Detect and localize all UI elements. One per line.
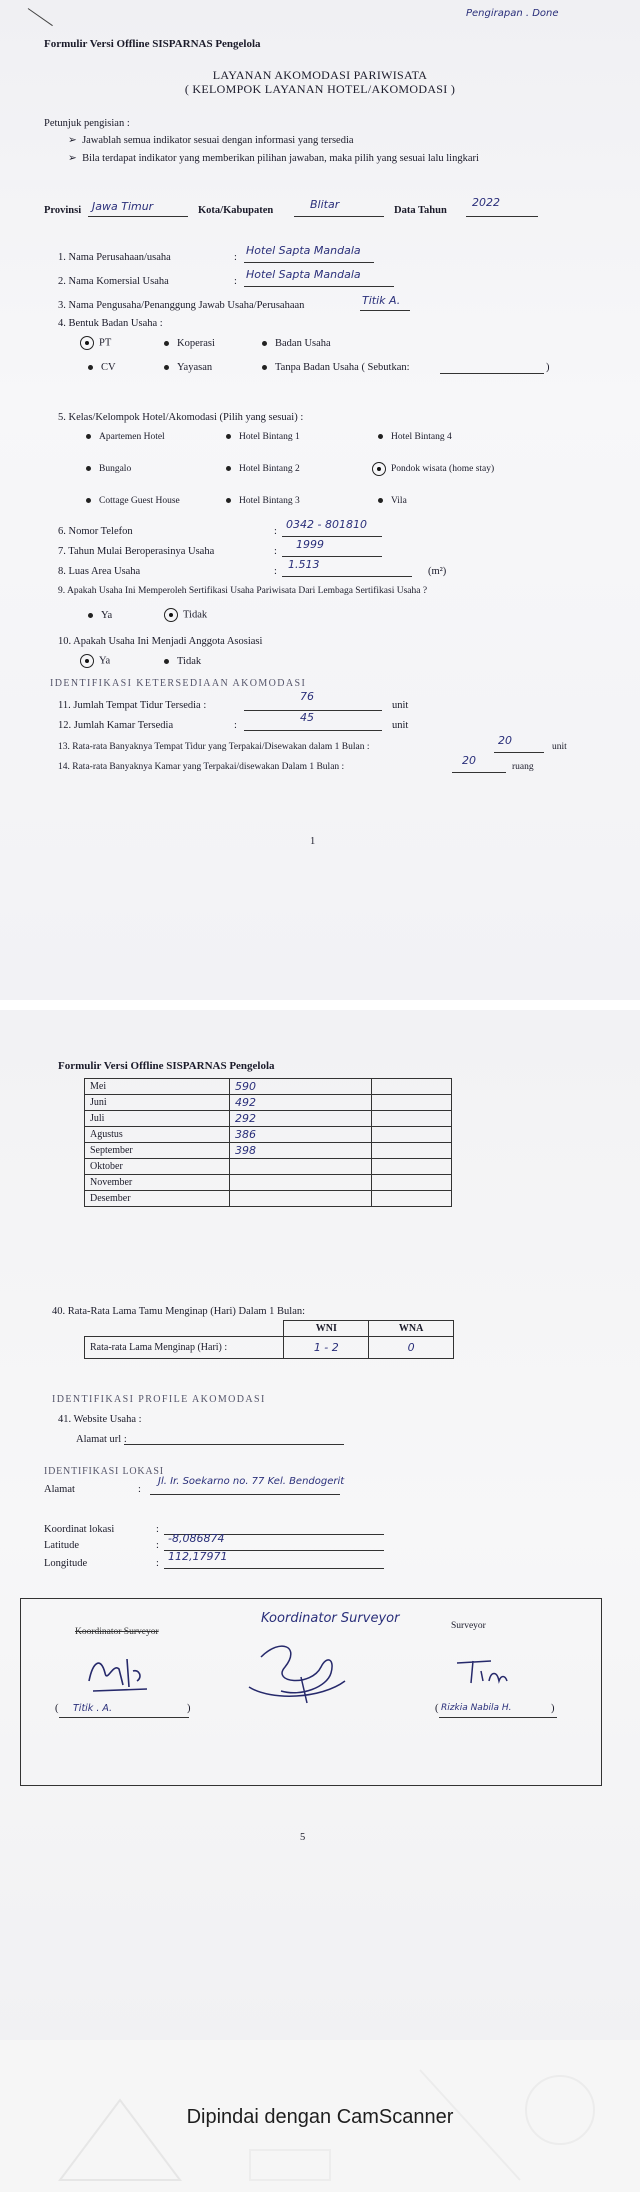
bullet-icon <box>164 341 169 346</box>
option-label: Hotel Bintang 4 <box>391 432 452 442</box>
top-right-note: Pengirapan . Done <box>466 8 559 19</box>
sig-left-name: Titik . A. <box>73 1703 113 1714</box>
camscanner-label: Dipindai dengan CamScanner <box>186 2106 454 2128</box>
q40-row-label: Rata-rata Lama Menginap (Hari) : <box>85 1337 284 1359</box>
bullet-icon <box>88 613 93 618</box>
q4-option-badan-usaha <box>262 338 331 349</box>
q4-option-tanpa-badan <box>262 362 410 373</box>
colon: : <box>234 252 237 263</box>
selected-circle-icon <box>80 336 94 350</box>
q7-line <box>282 556 382 557</box>
sig-mid-title: Koordinator Surveyor <box>261 1611 400 1626</box>
q2-value: Hotel Sapta Mandala <box>246 268 361 281</box>
month-value-cell: 386 <box>230 1127 372 1143</box>
empty-cell <box>372 1111 452 1127</box>
q10-label: 10. Apakah Usaha Ini Menjadi Anggota Asosiasi <box>58 636 263 647</box>
sig-left-open-paren: ( <box>55 1703 59 1714</box>
kota-value: Blitar <box>310 198 340 211</box>
sig-left-title: Koordinator Surveyor <box>75 1627 159 1637</box>
table-row <box>85 1159 452 1175</box>
month-cell: Juli <box>85 1111 230 1127</box>
q14-value: 20 <box>462 754 476 767</box>
section-profile: IDENTIFIKASI PROFILE AKOMODASI <box>52 1394 266 1405</box>
bullet-icon <box>86 498 91 503</box>
alamat-label: Alamat <box>44 1484 75 1495</box>
monthly-table <box>84 1078 452 1207</box>
colon: : <box>156 1524 159 1535</box>
option-label: Vila <box>391 496 407 506</box>
instructions-label: Petunjuk pengisian : <box>44 118 130 129</box>
bullet-icon <box>86 466 91 471</box>
q40-label: 40. Rata-Rata Lama Tamu Menginap (Hari) Dalam 1 Bulan: <box>52 1306 306 1317</box>
q8-line <box>282 576 412 577</box>
q5-option-vila <box>378 496 407 506</box>
q10-option-ya <box>80 654 110 668</box>
page-number: 5 <box>300 1832 306 1843</box>
provinsi-value: Jawa Timur <box>92 200 154 213</box>
q4-option-koperasi <box>164 338 215 349</box>
q11-unit: unit <box>392 700 409 711</box>
koordinat-label: Koordinat lokasi <box>44 1524 115 1535</box>
q2-label: 2. Nama Komersial Usaha <box>58 276 169 287</box>
q11-label: 11. Jumlah Tempat Tidur Tersedia : <box>58 700 207 711</box>
paren: ) <box>546 362 550 373</box>
empty-cell <box>372 1159 452 1175</box>
sig-right-line <box>439 1717 557 1718</box>
q5-option-apartemen <box>86 432 165 442</box>
document-page-1 <box>0 0 640 1000</box>
colon: : <box>234 276 237 287</box>
kota-label: Kota/Kabupaten <box>198 205 274 216</box>
form-subtitle: ( KELOMPOK LAYANAN HOTEL/AKOMODASI ) <box>184 82 456 96</box>
selected-circle-icon <box>80 654 94 668</box>
section-ketersediaan: IDENTIFIKASI KETERSEDIAAN AKOMODASI <box>50 678 307 689</box>
bullet-icon <box>226 466 231 471</box>
form-header: Formulir Versi Offline SISPARNAS Pengelola <box>44 38 261 50</box>
document-page-2 <box>0 1010 640 2040</box>
q6-value: 0342 - 801810 <box>286 518 367 531</box>
instruction-text: Bila terdapat indikator yang memberikan pilihan jawaban, maka pilih yang sesuai lalu lingkari <box>82 153 479 164</box>
table-row <box>85 1111 452 1127</box>
q40-wni-value: 1 - 2 <box>284 1337 369 1359</box>
q12-label: 12. Jumlah Kamar Tersedia <box>58 720 174 731</box>
provinsi-label: Provinsi <box>44 205 82 216</box>
q2-line <box>244 286 394 287</box>
month-value-cell <box>230 1159 372 1175</box>
q14-label: 14. Rata-rata Banyaknya Kamar yang Terpakai/disewakan Dalam 1 Bulan : <box>58 762 345 772</box>
selected-circle-icon <box>164 608 178 622</box>
q4-other-line <box>440 373 544 374</box>
alamat-value: Jl. Ir. Soekarno no. 77 Kel. Bendogerit <box>158 1476 345 1487</box>
q12-line <box>244 730 382 731</box>
latitude-value: -8,086874 <box>168 1532 225 1545</box>
camscanner-footer <box>0 2040 640 2192</box>
tahun-label: Data Tahun <box>394 205 447 216</box>
empty-cell <box>372 1127 452 1143</box>
page-gap <box>0 1000 640 1010</box>
month-value-cell: 492 <box>230 1095 372 1111</box>
option-label: Tidak <box>177 656 202 667</box>
sig-left-line <box>59 1717 189 1718</box>
bullet-icon <box>378 434 383 439</box>
q9-option-ya <box>88 610 112 621</box>
colon: : <box>274 566 277 577</box>
option-label: Tanpa Badan Usaha ( Sebutkan: <box>275 362 410 373</box>
selected-circle-icon <box>372 462 386 476</box>
option-label: Hotel Bintang 1 <box>239 432 300 442</box>
colon: : <box>234 720 237 731</box>
colon: : <box>274 546 277 557</box>
sig-left-close-paren: ) <box>187 1703 191 1714</box>
option-label: Hotel Bintang 3 <box>239 496 300 506</box>
q5-option-bintang1 <box>226 432 300 442</box>
table-row <box>85 1143 452 1159</box>
month-value-cell: 590 <box>230 1079 372 1095</box>
latitude-label: Latitude <box>44 1540 79 1551</box>
table-row <box>85 1127 452 1143</box>
month-value-cell: 292 <box>230 1111 372 1127</box>
page-number: 1 <box>310 836 316 847</box>
q14-line <box>452 772 506 773</box>
signature-mid-icon <box>241 1637 351 1707</box>
table-row <box>85 1175 452 1191</box>
q40-col-wni: WNI <box>284 1321 369 1337</box>
bullet-icon <box>86 434 91 439</box>
q6-line <box>282 536 382 537</box>
longitude-value: 112,17971 <box>168 1550 228 1563</box>
option-label: Badan Usaha <box>275 338 331 349</box>
month-value-cell <box>230 1191 372 1207</box>
q40-empty-cell <box>85 1321 284 1337</box>
option-label: Yayasan <box>177 362 213 373</box>
q8-unit: (m²) <box>428 566 447 577</box>
bullet-icon <box>262 365 267 370</box>
sig-right-title: Surveyor <box>451 1621 486 1631</box>
fold-mark <box>28 8 53 26</box>
option-label: Koperasi <box>177 338 215 349</box>
bullet-icon <box>226 498 231 503</box>
signature-right-icon <box>451 1653 511 1689</box>
q40-table <box>84 1320 454 1359</box>
bullet-icon <box>226 434 231 439</box>
q1-line <box>244 262 374 263</box>
empty-cell <box>372 1143 452 1159</box>
section-lokasi: IDENTIFIKASI LOKASI <box>44 1466 164 1477</box>
q4-option-cv <box>88 362 116 373</box>
q3-label: 3. Nama Pengusaha/Penanggung Jawab Usaha/Perusahaan <box>58 300 305 311</box>
q3-value: Titik A. <box>362 294 401 307</box>
table-row <box>85 1191 452 1207</box>
bullet-icon <box>88 365 93 370</box>
option-label: Tidak <box>183 609 208 621</box>
sig-right-open-paren: ( <box>435 1703 439 1714</box>
colon: : <box>156 1558 159 1569</box>
q1-label: 1. Nama Perusahaan/usaha <box>58 252 171 263</box>
q8-label: 8. Luas Area Usaha <box>58 566 141 577</box>
q11-value: 76 <box>300 690 314 703</box>
colon: : <box>138 1484 141 1495</box>
q13-label: 13. Rata-rata Banyaknya Tempat Tidur yang Terpakai/Disewakan dalam 1 Bulan : <box>58 742 370 752</box>
option-label: Apartemen Hotel <box>99 432 165 442</box>
month-cell: Oktober <box>85 1159 230 1175</box>
instruction-2: ➢ Bila terdapat indikator yang memberikan pilihan jawaban, maka pilih yang sesuai lalu lingkari <box>68 153 479 164</box>
option-label: Cottage Guest House <box>99 496 180 506</box>
empty-cell <box>372 1175 452 1191</box>
q40-col-wna: WNA <box>369 1321 454 1337</box>
instruction-text: Jawablah semua indikator sesuai dengan informasi yang tersedia <box>82 135 354 146</box>
q5-option-bintang2 <box>226 464 300 474</box>
q13-line <box>494 752 544 753</box>
q12-unit: unit <box>392 720 409 731</box>
provinsi-line <box>88 216 188 217</box>
q1-value: Hotel Sapta Mandala <box>246 244 361 257</box>
option-label: Ya <box>99 655 111 667</box>
q5-option-bintang3 <box>226 496 300 506</box>
q40-wna-value: 0 <box>369 1337 454 1359</box>
q5-label: 5. Kelas/Kelompok Hotel/Akomodasi (Pilih yang sesuai) : <box>58 412 304 423</box>
longitude-label: Longitude <box>44 1558 88 1569</box>
q10-option-tidak <box>164 656 201 667</box>
q13-value: 20 <box>498 734 512 747</box>
month-cell: September <box>85 1143 230 1159</box>
q12-value: 45 <box>300 711 314 724</box>
empty-cell <box>372 1079 452 1095</box>
tahun-value: 2022 <box>472 196 500 209</box>
q4-option-yayasan <box>164 362 212 373</box>
table-row <box>85 1095 452 1111</box>
colon: : <box>156 1540 159 1551</box>
q8-value: 1.513 <box>288 558 320 571</box>
longitude-line <box>164 1568 384 1569</box>
q4-option-pt <box>80 336 111 350</box>
form-header: Formulir Versi Offline SISPARNAS Pengelola <box>58 1060 275 1072</box>
table-row <box>85 1079 452 1095</box>
alamat-line <box>150 1494 340 1495</box>
q9-label: 9. Apakah Usaha Ini Memperoleh Sertifikasi Usaha Pariwisata Dari Lembaga Sertifikasi Usaha ? <box>58 586 428 596</box>
bullet-icon <box>262 341 267 346</box>
colon: : <box>274 526 277 537</box>
empty-cell <box>372 1191 452 1207</box>
q9-option-tidak <box>164 608 207 622</box>
instruction-1: ➢ Jawablah semua indikator sesuai dengan informasi yang tersedia <box>68 135 354 146</box>
empty-cell <box>372 1095 452 1111</box>
q13-unit: unit <box>552 742 567 752</box>
month-cell: Desember <box>85 1191 230 1207</box>
option-label: Pondok wisata (home stay) <box>391 464 495 475</box>
q4-label: 4. Bentuk Badan Usaha : <box>58 318 163 329</box>
bullet-icon <box>164 365 169 370</box>
tahun-line <box>466 216 538 217</box>
bullet-icon <box>164 659 169 664</box>
q5-option-cottage <box>86 496 180 506</box>
signature-box <box>20 1598 602 1786</box>
signature-left-icon <box>83 1651 155 1695</box>
q3-line <box>360 310 410 311</box>
form-title: LAYANAN AKOMODASI PARIWISATA <box>212 68 428 82</box>
option-label: CV <box>101 362 116 373</box>
bullet-icon <box>378 498 383 503</box>
month-cell: Mei <box>85 1079 230 1095</box>
option-label: Bungalo <box>99 464 132 474</box>
q6-label: 6. Nomor Telefon <box>58 526 133 537</box>
month-value-cell: 398 <box>230 1143 372 1159</box>
month-cell: Juni <box>85 1095 230 1111</box>
q14-unit: ruang <box>512 762 534 772</box>
option-label: Ya <box>101 610 113 621</box>
q5-option-bintang4 <box>378 432 452 442</box>
q5-option-bungalo <box>86 464 131 474</box>
q7-label: 7. Tahun Mulai Beroperasinya Usaha <box>58 546 215 557</box>
sig-right-name: Rizkia Nabila H. <box>441 1703 512 1713</box>
month-cell: Agustus <box>85 1127 230 1143</box>
alamat-url-label: Alamat url : <box>76 1434 127 1445</box>
month-value-cell <box>230 1175 372 1191</box>
q5-option-pondok-wisata <box>372 462 494 476</box>
month-cell: November <box>85 1175 230 1191</box>
kota-line <box>294 216 384 217</box>
sig-right-close-paren: ) <box>551 1703 555 1714</box>
alamat-url-line <box>124 1444 344 1445</box>
option-label: Hotel Bintang 2 <box>239 464 300 474</box>
q7-value: 1999 <box>296 538 324 551</box>
option-label: PT <box>99 337 112 349</box>
q41-label: 41. Website Usaha : <box>58 1414 142 1425</box>
